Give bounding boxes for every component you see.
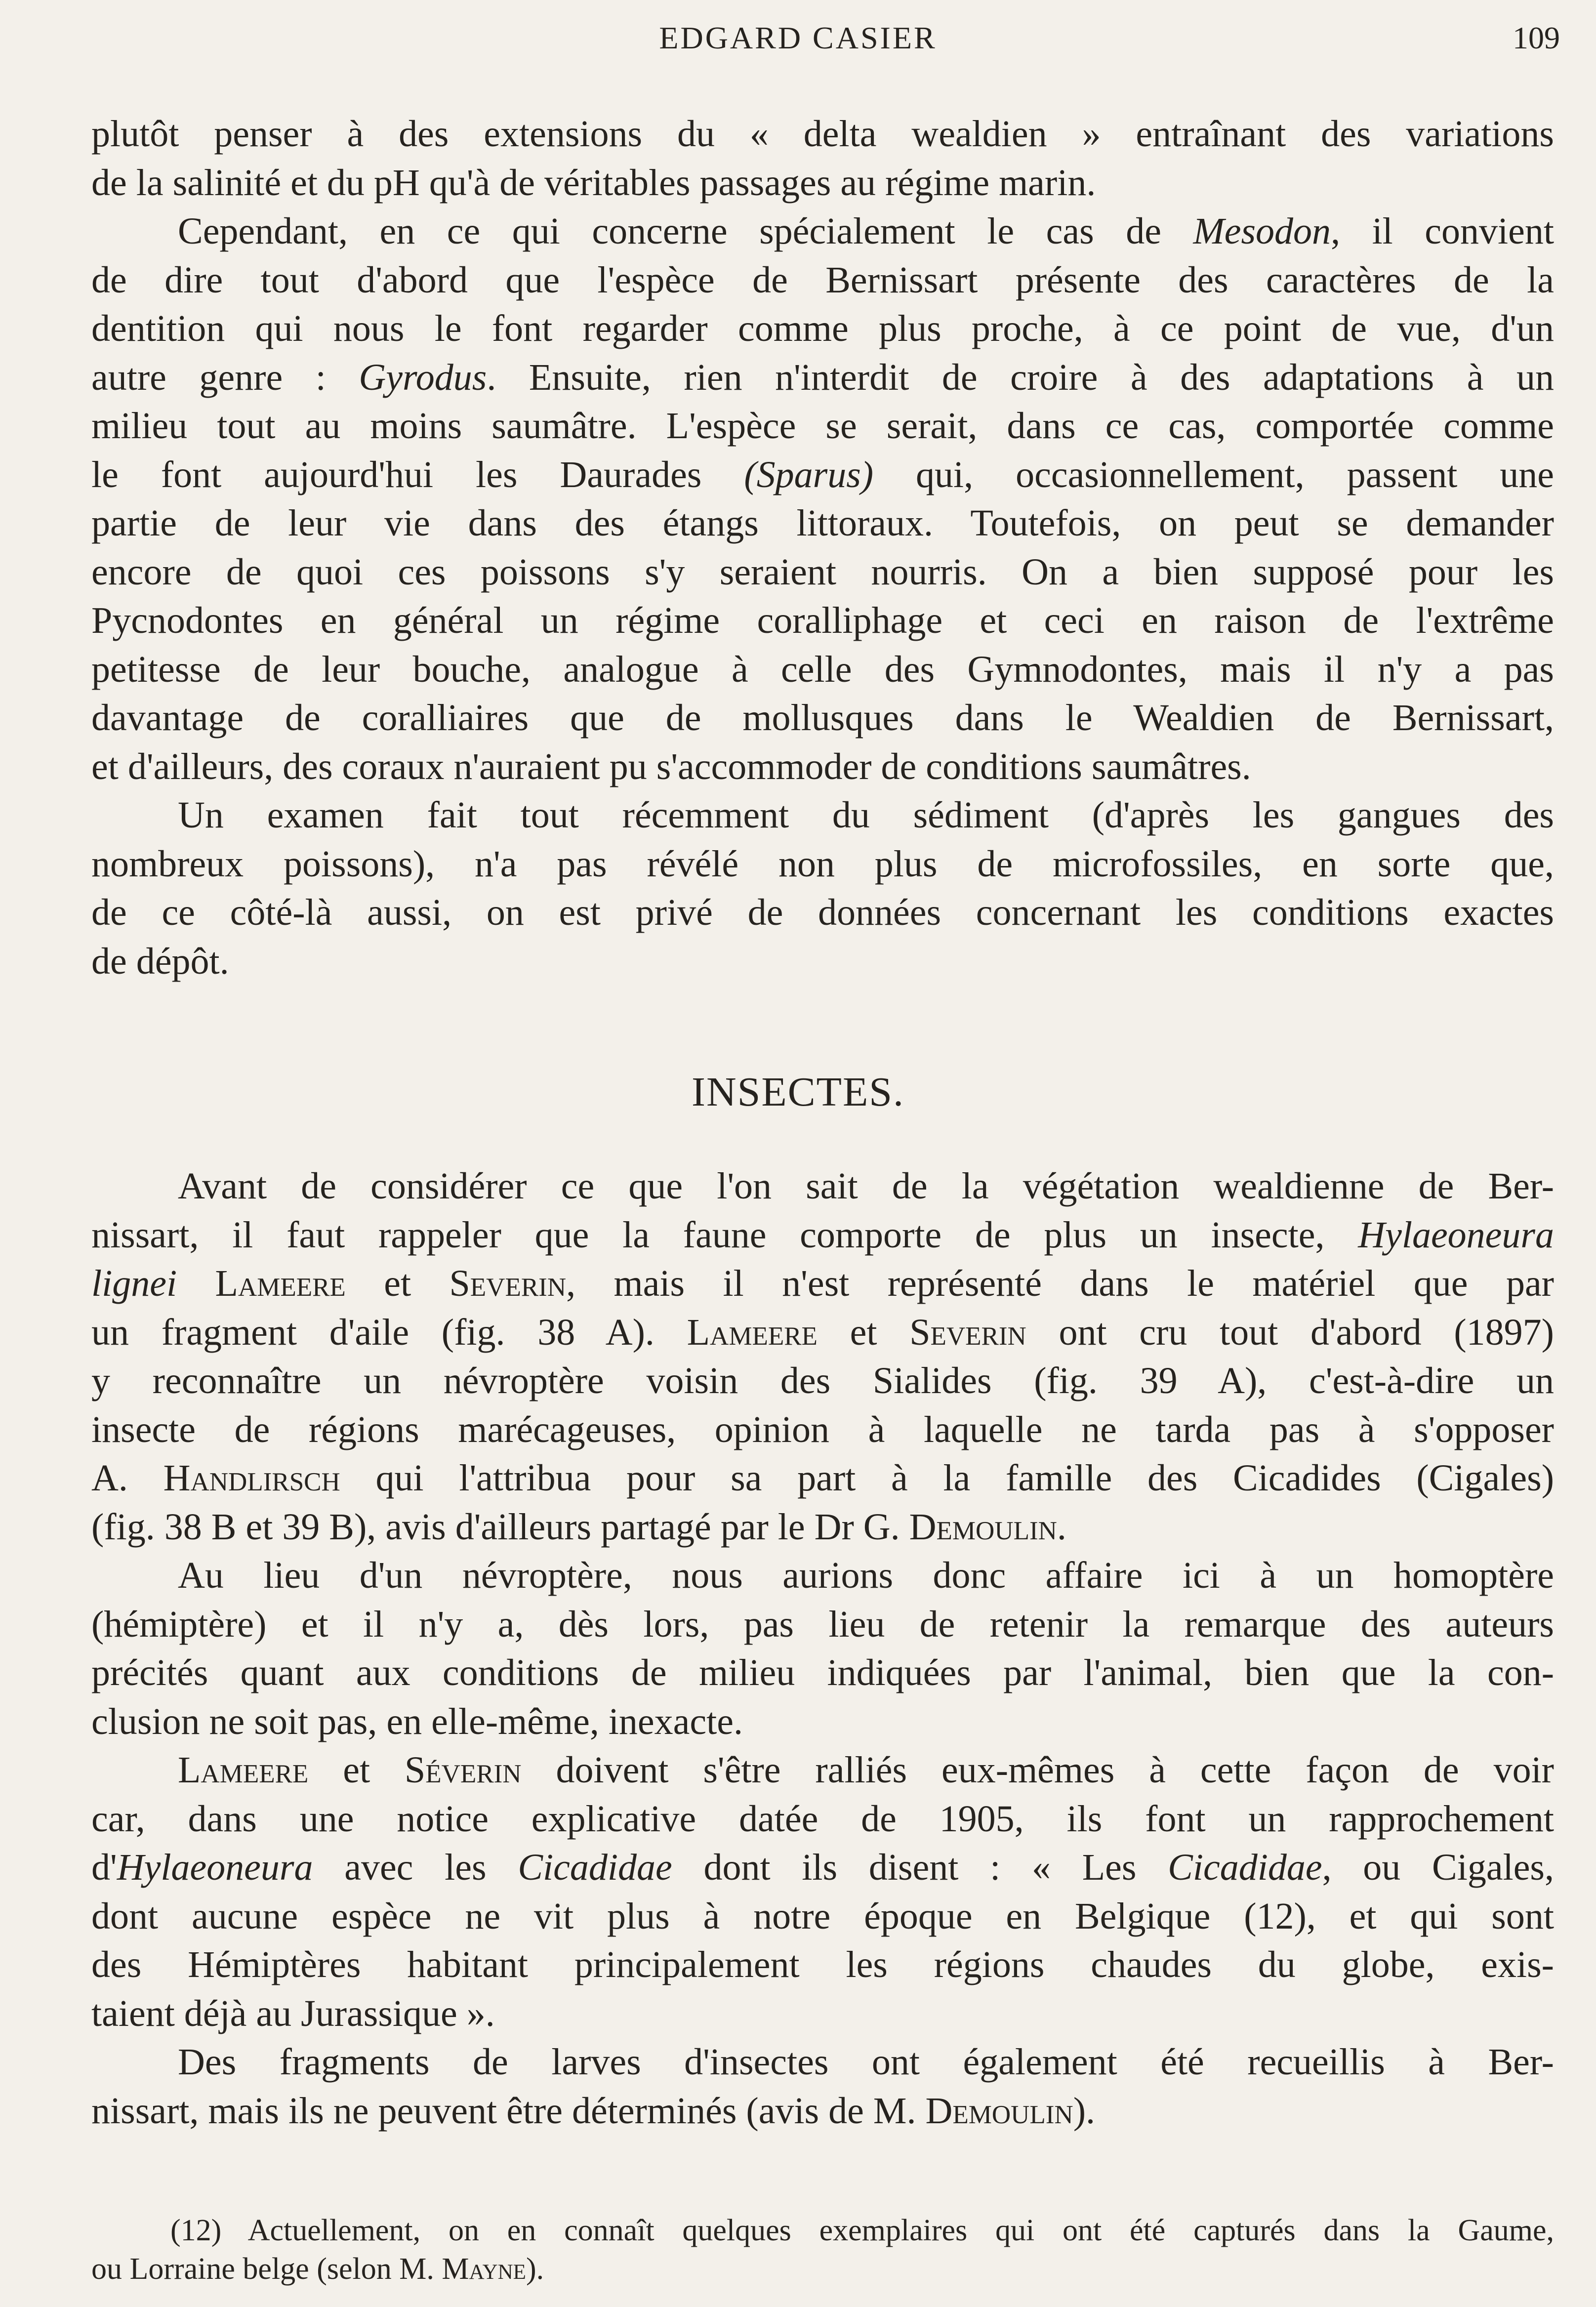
text-line: de la salinité et du pH qu'à de véritables passages au régime marin. (91, 162, 1096, 204)
paragraph-larves (91, 2038, 1554, 2135)
section-heading: INSECTES. (691, 1069, 905, 1115)
text-line: Lameere et Séverin doivent s'être ralliés eux-mêmes à cette façon de voir (178, 1749, 1554, 1791)
text-line: Avant de considérer ce que l'on sait de la végétation wealdienne de Ber- (178, 1165, 1554, 1207)
text-line: insecte de régions marécageuses, opinion à laquelle ne tarda pas à s'opposer (91, 1408, 1554, 1450)
text-line: lignei Lameere et Severin, mais il n'est représenté dans le matériel que par (91, 1263, 1554, 1304)
text-line: nissart, mais ils ne peuvent être déterminés (avis de M. Demoulin). (91, 2090, 1095, 2132)
text-line: clusion ne soit pas, en elle-même, inexacte. (91, 1700, 743, 1742)
paragraph-salinity (91, 110, 1554, 207)
paragraph-sediment (91, 791, 1554, 986)
text-line: dont aucune espèce ne vit plus à notre époque en Belgique (12), et qui sont (91, 1895, 1554, 1937)
text-line: précités quant aux conditions de milieu indiquées par l'animal, bien que la con- (91, 1652, 1554, 1693)
text-line: des Hémiptères habitant principalement les régions chaudes du globe, exis- (91, 1944, 1554, 1985)
text-line: encore de quoi ces poissons s'y seraient nourris. On a bien supposé pour les (91, 551, 1554, 593)
main-text-lower (91, 1162, 1554, 2135)
main-text-upper (91, 110, 1554, 986)
text-line: de dire tout d'abord que l'espèce de Bernissart présente des caractères de la (91, 259, 1554, 301)
text-line: milieu tout au moins saumâtre. L'espèce se serait, dans ce cas, comportée comme (91, 405, 1554, 447)
text-line: nombreux poissons), n'a pas révélé non plus de microfossiles, en sorte que, (91, 843, 1554, 885)
text-line: Un examen fait tout récemment du sédiment (d'après les gangues des (178, 794, 1554, 836)
paragraph-insect (91, 1162, 1554, 1551)
text-line: un fragment d'aile (fig. 38 A). Lameere et Severin ont cru tout d'abord (1897) (91, 1311, 1554, 1353)
text-line: Cependant, en ce qui concerne spécialement le cas de Mesodon, il convient (178, 210, 1554, 252)
text-line: nissart, il faut rappeler que la faune comporte de plus un insecte, Hylaeoneura (91, 1214, 1554, 1256)
text-line: Des fragments de larves d'insectes ont également été recueillis à Ber- (178, 2041, 1554, 2083)
text-line: dentition qui nous le font regarder comme plus proche, à ce point de vue, d'un (91, 308, 1554, 349)
running-head-author: EDGARD CASIER (659, 20, 937, 55)
footnote-line: (12) Actuellement, on en connaît quelques exemplaires qui ont été capturés dans la Gaume, (170, 2214, 1554, 2247)
footnote-line: ou Lorraine belge (selon M. Mayne). (91, 2252, 544, 2286)
paragraph-lameere (91, 1746, 1554, 2038)
text-line: autre genre : Gyrodus. Ensuite, rien n'interdit de croire à des adaptations à un (91, 356, 1554, 398)
text-line: partie de leur vie dans des étangs littoraux. Toutefois, on peut se demander (91, 502, 1554, 544)
text-line: car, dans une notice explicative datée de 1905, ils font un rapprochement (91, 1798, 1554, 1840)
text-line: (hémiptère) et il n'y a, dès lors, pas lieu de retenir la remarque des auteurs (91, 1603, 1554, 1645)
text-line: A. Handlirsch qui l'attribua pour sa part à la famille des Cicadides (Cigales) (91, 1457, 1555, 1499)
text-line: taient déjà au Jurassique ». (91, 1992, 495, 2034)
text-line: le font aujourd'hui les Daurades (Sparus) qui, occasionnellement, passent une (91, 453, 1554, 495)
text-line: davantage de coralliaires que de mollusques dans le Wealdien de Bernissart, (91, 697, 1554, 739)
text-line: Pycnodontes en général un régime coralliphage et ceci en raison de l'extrême (91, 600, 1554, 641)
page-number: 109 (1513, 20, 1560, 55)
text-line: plutôt penser à des extensions du « delta wealdien » entraînant des variations (91, 113, 1554, 155)
text-line: de ce côté-là aussi, on est privé de données concernant les conditions exactes (91, 892, 1554, 933)
text-line: (fig. 38 B et 39 B), avis d'ailleurs partagé par le Dr G. Demoulin. (91, 1506, 1066, 1548)
text-line: d'Hylaeoneura avec les Cicadidae dont ils disent : « Les Cicadidae, ou Cigales, (91, 1847, 1554, 1888)
text-line: petitesse de leur bouche, analogue à celle des Gymnodontes, mais il n'y a pas (91, 648, 1554, 690)
paragraph-homoptere (91, 1551, 1554, 1746)
text-line: y reconnaître un névroptère voisin des Sialides (fig. 39 A), c'est-à-dire un (91, 1360, 1554, 1401)
text-line: et d'ailleurs, des coraux n'auraient pu s'accommoder de conditions saumâtres. (91, 745, 1251, 787)
footnote (91, 2211, 1554, 2288)
running-header (0, 10, 1596, 64)
paragraph-mesodon (91, 207, 1554, 791)
text-line: Au lieu d'un névroptère, nous aurions donc affaire ici à un homoptère (178, 1555, 1554, 1596)
text-line: de dépôt. (91, 940, 229, 982)
